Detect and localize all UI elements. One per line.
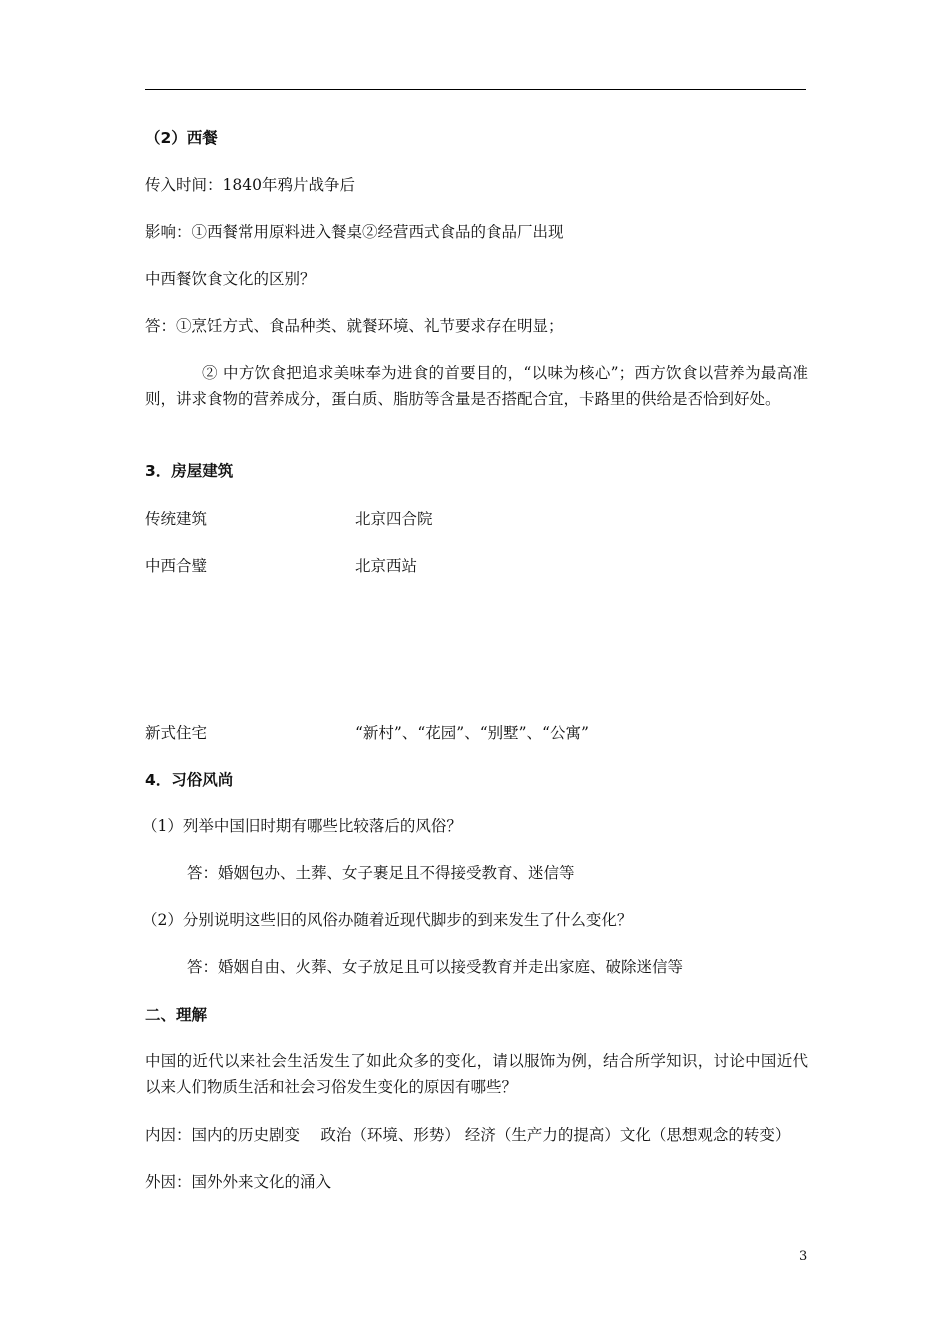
section-heading-customs: 4．习俗风尚 — [145, 771, 234, 789]
customs-question-1: （1）列举中国旧时期有哪些比较落后的风俗？ — [142, 817, 462, 835]
architecture-example-traditional: 北京四合院 — [355, 510, 433, 528]
customs-answer-1: 答：婚姻包办、土葬、女子裹足且不得接受教育、迷信等 — [187, 864, 575, 882]
customs-answer-2: 答：婚姻自由、火葬、女子放足且可以接受教育并走出家庭、破除迷信等 — [187, 958, 684, 976]
page-number: 3 — [799, 1249, 808, 1264]
understanding-question: 中国的近代以来社会生活发生了如此众多的变化，请以服饰为例，结合所学知识，讨论中国近代以来人们物质生活和社会习俗发生变化的原因有哪些？ — [145, 1052, 808, 1096]
architecture-example-fusion: 北京西站 — [355, 557, 418, 575]
section-heading-understanding: 二、理解 — [145, 1006, 208, 1024]
customs-question-2: （2）分别说明这些旧的风俗办随着近现代脚步的到来发生了什么变化？ — [142, 911, 633, 929]
question-difference: 中西餐饮食文化的区别？ — [145, 270, 316, 288]
western-intro-time: 传入时间：1840年鸦片战争后 — [145, 176, 355, 194]
header-rule — [145, 89, 806, 90]
external-cause: 外因：国外外来文化的涌入 — [145, 1173, 332, 1191]
western-influence: 影响：①西餐常用原料进入餐桌②经营西式食品的食品厂出现 — [145, 223, 564, 241]
section-heading-western-food: （2）西餐 — [145, 129, 218, 147]
section-heading-architecture: 3．房屋建筑 — [145, 462, 234, 480]
answer-difference-1: 答：①烹饪方式、食品种类、就餐环境、礼节要求存在明显； — [145, 317, 564, 335]
internal-cause: 内因：国内的历史剧变 政治（环境、形势） 经济（生产力的提高）文化（思想观念的转变） — [145, 1126, 791, 1144]
architecture-label-fusion: 中西合璧 — [145, 557, 208, 575]
answer-difference-2: ② 中方饮食把追求美味奉为进食的首要目的，“以味为核心”；西方饮食以营养为最高准则，讲求食物的营养成分，蛋白质、脂肪等含量是否搭配合宜，卡路里的供给是否恰到好处。 — [145, 364, 808, 408]
architecture-label-traditional: 传统建筑 — [145, 510, 208, 528]
architecture-label-new-housing: 新式住宅 — [145, 724, 208, 742]
architecture-example-new-housing: “新村”、“花园”、“别墅”、“公寓” — [355, 724, 589, 742]
